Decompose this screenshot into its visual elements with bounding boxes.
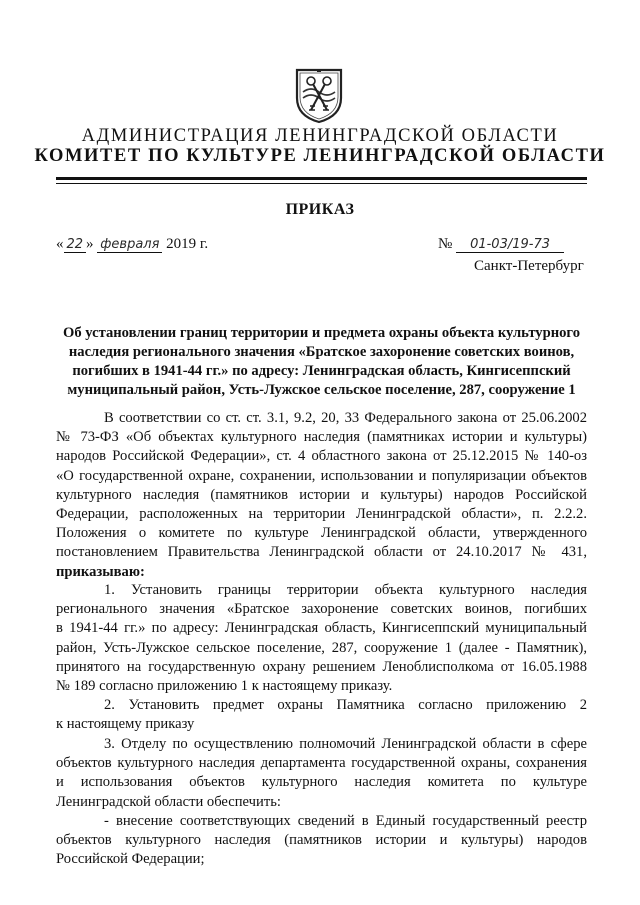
body-line: район, Усть-Лужское сельское поселение, 287, сооружение 1 (далее - Памятник), (56, 639, 587, 656)
heading-line: Об установлении границ территории и предмета охраны объекта культурного (62, 325, 580, 341)
coat-of-arms-emblem (293, 66, 345, 124)
heading-line: муниципальный район, Усть-Лужское сельское поселение, 287, сооружение 1 (67, 382, 576, 398)
body-line: 3. Отделу по осуществлению полномочий Ленинградской области в сфере (104, 736, 587, 752)
order-word: приказываю: (56, 563, 145, 580)
date-quote-open: « (56, 236, 64, 252)
number-value: 01-03/19-73 (456, 237, 564, 253)
body-line: Положения о комитете по культуре Ленинградской области, утвержденного (56, 525, 587, 542)
item-3-subitem (56, 812, 587, 870)
body-line: объектов культурного наследия департамента государственной охраны, сохранения (56, 755, 587, 772)
item-2-paragraph (56, 696, 587, 734)
body-line: Российской Федерации; (56, 851, 205, 868)
item-1-paragraph (56, 581, 587, 696)
body-line: народов Российской Федерации», ст. 4 областного закона от 25.12.2015 № 140-оз (56, 448, 587, 465)
body-line: принятого на государственную охрану решением Леноблисполкома от 16.05.1988 (56, 658, 587, 675)
body-line: объектов культурного наследия (памятников истории и культуры) народов (56, 832, 587, 849)
body-line: постановлением Правительства Ленинградской области от 24.10.2017 № 431, (56, 544, 587, 561)
number-sign: № (438, 236, 453, 252)
header-divider-thin (56, 183, 587, 184)
document-type-title: ПРИКАЗ (285, 201, 355, 218)
body-line: и использования объектов культурного наследия комитета по культуре (56, 774, 587, 791)
body-line: № 189 согласно приложению 1 к настоящему приказу. (56, 678, 393, 695)
body-line: № 73-ФЗ «Об объектах культурного наследия (памятниках истории и культуры) (56, 429, 587, 446)
header-divider-thick (56, 177, 587, 180)
body-line: в 1941-44 гг.» по адресу: Ленинградская область, Кингисеппский муниципальный (56, 620, 587, 637)
preamble-paragraph (56, 409, 587, 582)
date-month: февраля (97, 237, 162, 253)
body-line: к настоящему приказу (56, 716, 195, 733)
date-year: 2019 г. (166, 236, 209, 252)
document-city: Санкт-Петербург (474, 258, 584, 274)
body-line: В соответствии со ст. ст. 3.1, 9.2, 20, 33 Федерального закона от 25.06.2002 (104, 410, 587, 426)
body-line: «О государственной охране, сохранении, использовании и популяризации объектов (56, 467, 587, 484)
organization-name: АДМИНИСТРАЦИЯ ЛЕНИНГРАДСКОЙ ОБЛАСТИ (81, 126, 559, 146)
body-line: Ленинградской области обеспечить: (56, 793, 281, 810)
body-line: 1. Установить границы территории объекта культурного наследия (104, 582, 587, 598)
body-line: 2. Установить предмет охраны Памятника согласно приложению 2 (104, 697, 587, 713)
item-3-paragraph (56, 735, 587, 812)
date-quote-close: » (86, 236, 94, 252)
document-number (438, 236, 564, 253)
heading-line: наследия регионального значения «Братское захоронение советских воинов, (68, 344, 575, 360)
heading-line: погибших в 1941-44 гг.» по адресу: Ленинградская область, Кингисеппский (72, 363, 571, 379)
body-line: регионального значения «Братское захоронение советских воинов, погибших (56, 601, 587, 618)
body-line: Федерации, расположенных на территории Ленинградской области», п. 2.2.2. (56, 506, 587, 523)
committee-name: КОМИТЕТ ПО КУЛЬТУРЕ ЛЕНИНГРАДСКОЙ ОБЛАСТИ (34, 146, 606, 166)
date-day: 22 (64, 237, 87, 253)
document-heading (56, 324, 587, 400)
body-line: культурного наследия (памятников истории и культуры) народов Российской (56, 486, 587, 503)
body-line: - внесение соответствующих сведений в Единый государственный реестр (104, 813, 587, 829)
document-date (56, 236, 208, 253)
